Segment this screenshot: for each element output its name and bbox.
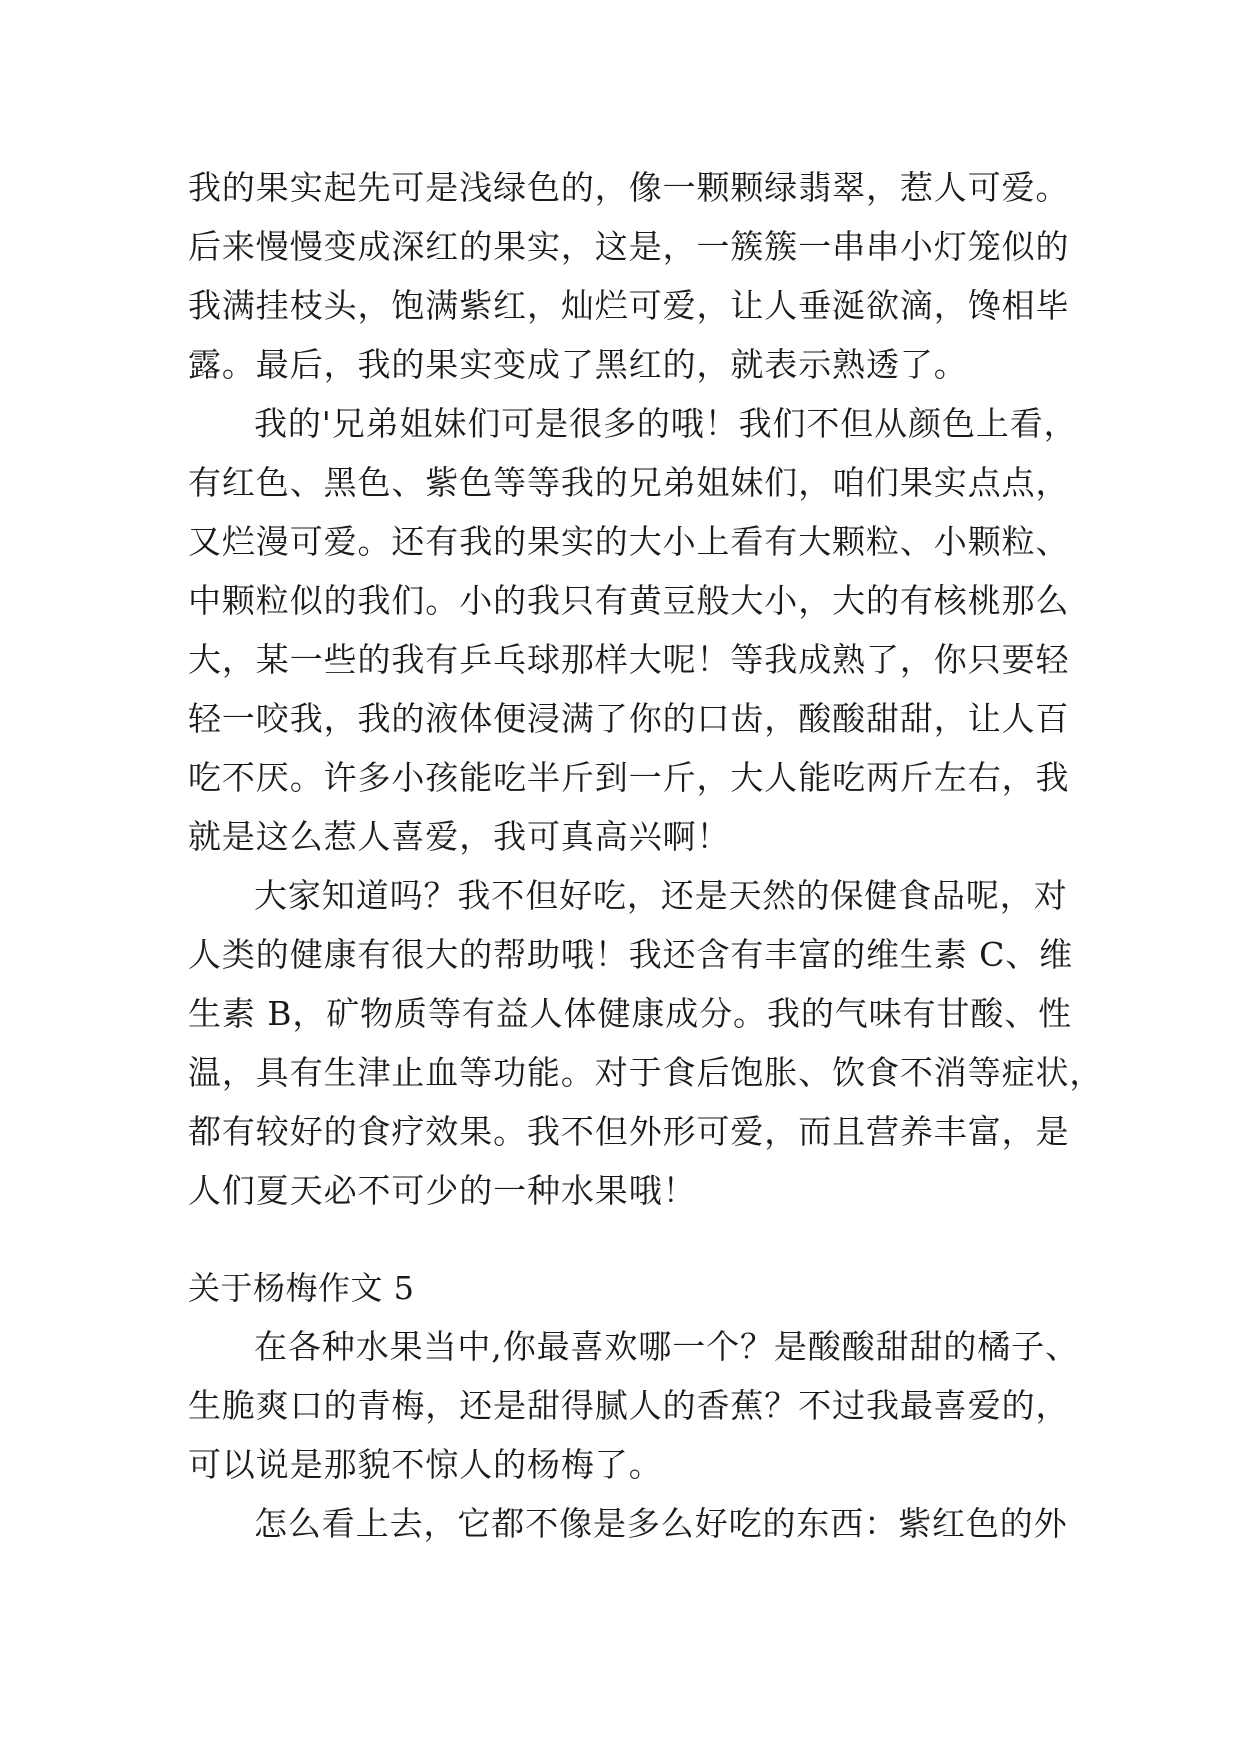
- text-line: 都有较好的食疗效果。我不但外形可爱，而且营养丰富，是: [188, 1112, 1070, 1151]
- text-line: 露。最后，我的果实变成了黑红的，就表示熟透了。: [188, 345, 968, 384]
- text-line: 又烂漫可爱。还有我的果实的大小上看有大颗粒、小颗粒、: [188, 522, 1070, 561]
- text-line: 轻一咬我，我的液体便浸满了你的口齿，酸酸甜甜，让人百: [188, 699, 1070, 738]
- paragraph-first-line: 大家知道吗？我不但好吃，还是天然的保健食品呢，对: [254, 876, 1068, 915]
- text-line: 就是这么惹人喜爱，我可真高兴啊！: [188, 817, 731, 856]
- text-line: 吃不厌。许多小孩能吃半斤到一斤，大人能吃两斤左右，我: [188, 758, 1070, 797]
- text-line: 我满挂枝头，饱满紫红，灿烂可爱，让人垂涎欲滴，馋相毕: [188, 286, 1070, 325]
- text-line: 大，某一些的我有乒乓球那样大呢！等我成熟了，你只要轻: [188, 640, 1070, 679]
- paragraph-first-line: 在各种水果当中,你最喜欢哪一个？是酸酸甜甜的橘子、: [254, 1327, 1079, 1366]
- text-line: 人类的健康有很大的帮助哦！我还含有丰富的维生素 C、维: [188, 935, 1074, 974]
- paragraph-first-line: 我的'兄弟姐妹们可是很多的哦！我们不但从颜色上看，: [254, 404, 1078, 443]
- section-heading: 关于杨梅作文 5: [188, 1269, 415, 1307]
- text-line: 温，具有生津止血等功能。对于食后饱胀、饮食不消等症状，: [188, 1053, 1104, 1092]
- text-line: 生脆爽口的青梅，还是甜得腻人的香蕉？不过我最喜爱的，: [188, 1386, 1070, 1425]
- text-line: 可以说是那貌不惊人的杨梅了。: [188, 1445, 663, 1484]
- text-line: 人们夏天必不可少的一种水果哦！: [188, 1171, 697, 1210]
- text-line: 有红色、黑色、紫色等等我的兄弟姐妹们，咱们果实点点，: [188, 463, 1070, 502]
- text-line: 我的果实起先可是浅绿色的，像一颗颗绿翡翠，惹人可爱。: [188, 168, 1070, 207]
- paragraph-first-line: 怎么看上去，它都不像是多么好吃的东西：紫红色的外: [254, 1504, 1068, 1543]
- text-line: 后来慢慢变成深红的果实，这是，一簇簇一串串小灯笼似的: [188, 227, 1070, 266]
- text-line: 生素 B，矿物质等有益人体健康成分。我的气味有甘酸、性: [188, 994, 1073, 1033]
- text-line: 中颗粒似的我们。小的我只有黄豆般大小，大的有核桃那么: [188, 581, 1070, 620]
